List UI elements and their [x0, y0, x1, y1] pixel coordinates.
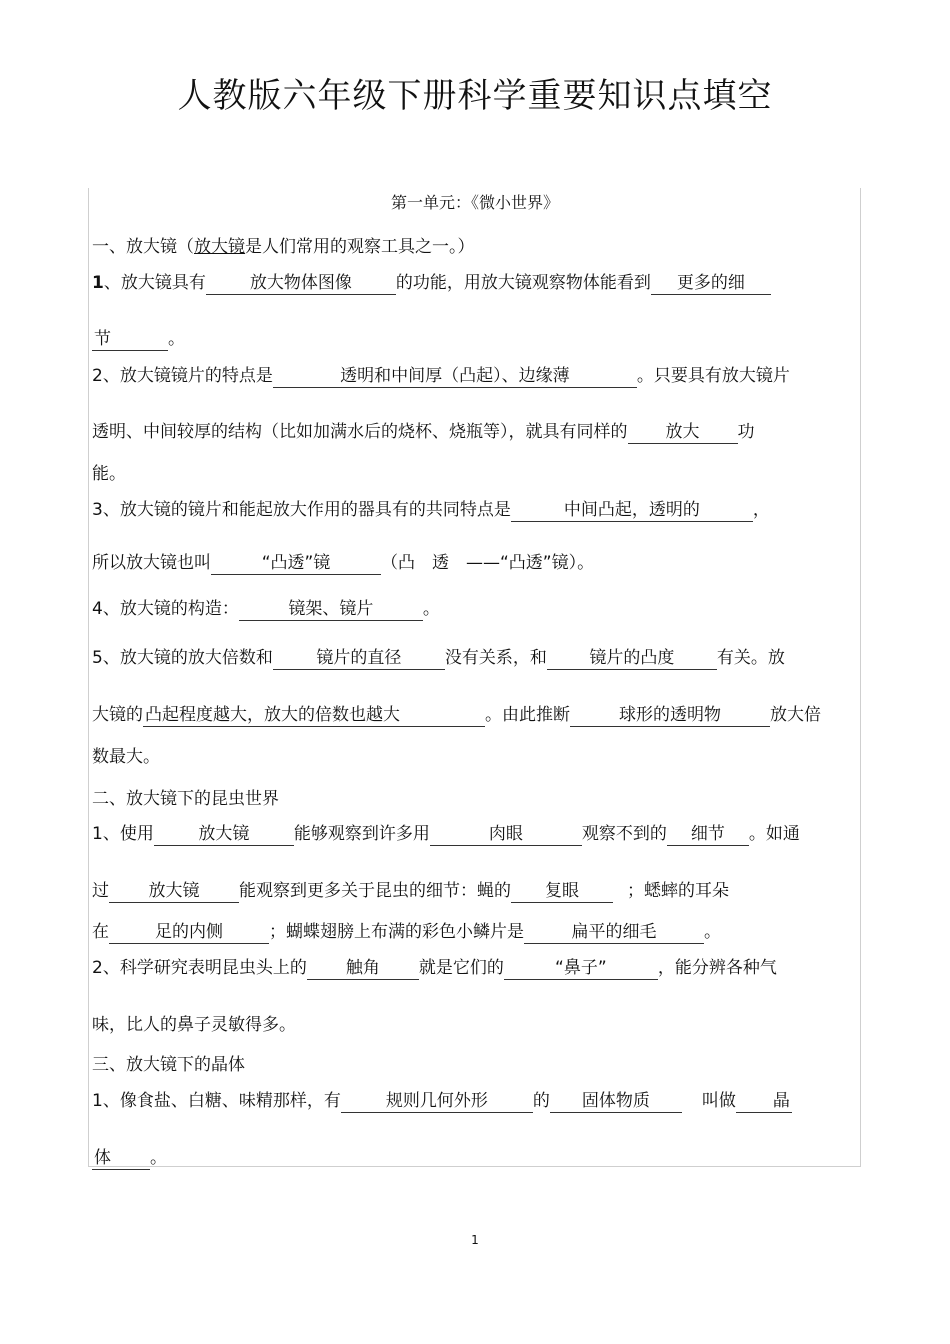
answer-blank: 球形的透明物	[570, 700, 770, 727]
s1-question-2-end: 能。	[92, 464, 126, 484]
section-3-heading: 三、放大镜下的晶体	[92, 1055, 245, 1075]
answer-blank: 镜架、镜片	[239, 594, 423, 621]
s3-question-1-cont: 体 。	[92, 1143, 167, 1170]
s1-question-1-cont: 节 。	[92, 324, 185, 351]
page-title: 人教版六年级下册科学重要知识点填空	[177, 76, 773, 116]
s1-question-3: 3、放大镜的镜片和能起放大作用的器具有的共同特点是 中间凸起，透明的 ，	[92, 495, 770, 522]
answer-blank: 节	[92, 324, 168, 351]
answer-blank: 规则几何外形	[341, 1086, 533, 1113]
answer-blank: 固体物质	[550, 1086, 682, 1113]
answer-blank: 足的内侧	[109, 917, 269, 944]
answer-blank: 镜片的凸度	[547, 643, 717, 670]
answer-blank: 放大	[628, 417, 738, 444]
answer-blank: 放大镜	[154, 819, 294, 846]
answer-blank: 触角	[307, 953, 419, 980]
answer-blank: 凸起程度越大，放大的倍数也越大	[143, 700, 485, 727]
s1-question-2: 2、放大镜镜片的特点是 透明和中间厚（凸起）、边缘薄 。只要具有放大镜片	[92, 361, 790, 388]
answer-blank: 放大物体图像	[206, 268, 396, 295]
answer-blank: 肉眼	[430, 819, 582, 846]
s1-question-5-cont: 大镜的 凸起程度越大，放大的倍数也越大 。由此推断 球形的透明物 放大倍	[92, 700, 821, 727]
s2-question-1: 1、使用 放大镜 能够观察到许多用 肉眼 观察不到的 细节 。如通	[92, 819, 800, 846]
answer-blank: 镜片的直径	[273, 643, 445, 670]
s1-question-5-end: 数最大。	[92, 747, 160, 767]
s1-question-1: 1、放大镜具有 放大物体图像 的功能，用放大镜观察物体能看到 更多的细	[92, 268, 771, 295]
unit-heading: 第一单元：《微小世界》	[390, 193, 559, 212]
answer-blank: “鼻子”	[504, 953, 658, 980]
page-number: 1	[471, 1233, 479, 1247]
answer-blank: 细节	[667, 819, 749, 846]
s1-question-2-cont: 透明、中间较厚的结构（比如加满水后的烧杯、烧瓶等），就具有同样的 放大 功	[92, 417, 755, 444]
answer-blank: 透明和中间厚（凸起）、边缘薄	[273, 361, 637, 388]
s1-question-5: 5、放大镜的放大倍数和 镜片的直径 没有关系，和 镜片的凸度 有关。放	[92, 643, 785, 670]
s1-question-4: 4、放大镜的构造： 镜架、镜片 。	[92, 594, 440, 621]
answer-blank: 体	[92, 1143, 150, 1170]
s2-question-2: 2、科学研究表明昆虫头上的 触角 就是它们的 “鼻子” ，能分辨各种气	[92, 953, 777, 980]
answer-blank: 扁平的细毛	[524, 917, 704, 944]
answer-blank: 放大镜	[109, 876, 239, 903]
s1-question-3-cont: 所以放大镜也叫 “凸透”镜 （凸 透 ——“凸透”镜）。	[92, 548, 594, 575]
s3-question-1: 1、像食盐、白糖、味精那样，有 规则几何外形 的 固体物质 叫做 晶	[92, 1086, 792, 1113]
s2-question-2-cont: 味，比人的鼻子灵敏得多。	[92, 1015, 296, 1035]
section-2-heading: 二、放大镜下的昆虫世界	[92, 789, 279, 809]
answer-blank: 晶	[736, 1086, 792, 1113]
answer-blank: “凸透”镜	[211, 548, 381, 575]
answer-blank: 复眼	[511, 876, 613, 903]
s2-question-1-cont2: 在 足的内侧 ；蝴蝶翅膀上布满的彩色小鳞片是 扁平的细毛 。	[92, 917, 721, 944]
section-1-heading: 一、放大镜（放大镜是人们常用的观察工具之一。）	[92, 237, 475, 257]
answer-blank: 中间凸起，透明的	[511, 495, 753, 522]
answer-blank: 更多的细	[651, 268, 771, 295]
s2-question-1-cont: 过 放大镜 能观察到更多关于昆虫的细节：蝇的 复眼 ；蟋蟀的耳朵	[92, 876, 729, 903]
